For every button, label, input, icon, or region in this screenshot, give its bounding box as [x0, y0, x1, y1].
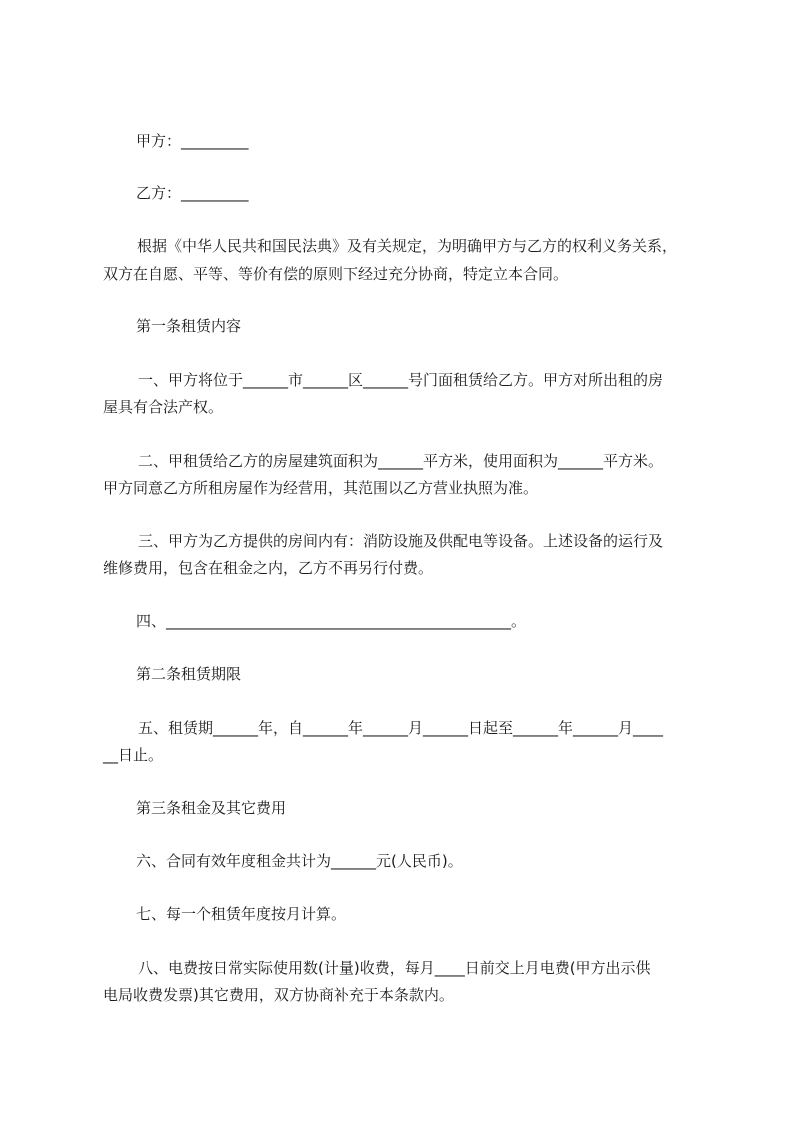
article2-heading: 第二条租赁期限: [136, 665, 242, 683]
clause5-line-2: __日止。: [103, 746, 164, 764]
clause1-line-2: 屋具有合法产权。: [103, 398, 224, 416]
clause6-line: 六、合同有效年度租金共计为______元(人民币)。: [136, 852, 463, 870]
clause1-line-1: 一、甲方将位于______市______区______号门面租赁给乙方。甲方对所出租的房: [138, 371, 664, 389]
clause4-line: 四、______________________________________________。: [136, 612, 527, 630]
clause3-line-1: 三、甲方为乙方提供的房间内有：消防设施及供配电等设备。上述设备的运行及: [138, 532, 664, 550]
article3-heading: 第三条租金及其它费用: [136, 799, 287, 817]
clause8-line-1: 八、电费按日常实际使用数(计量)收费，每月____日前交上月电费(甲方出示供: [138, 959, 651, 977]
article1-heading: 第一条租赁内容: [136, 317, 242, 335]
clause7-line: 七、每一个租赁年度按月计算。: [136, 905, 347, 923]
preamble-line-2: 双方在自愿、平等、等价有偿的原则下经过充分协商，特定立本合同。: [103, 265, 569, 283]
clause8-line-2: 电局收费发票)其它费用，双方协商补充于本条款内。: [103, 986, 454, 1004]
preamble-line-1: 根据《中华人民共和国民法典》及有关规定，为明确甲方与乙方的权利义务关系，: [137, 237, 678, 255]
party-a-line: 甲方：_________: [136, 132, 249, 150]
party-b-line: 乙方：_________: [136, 184, 249, 202]
clause2-line-2: 甲方同意乙方所租房屋作为经营用，其范围以乙方营业执照为准。: [103, 479, 539, 497]
clause2-line-1: 二、甲租赁给乙方的房屋建筑面积为______平方米，使用面积为______平方米。: [138, 452, 664, 470]
clause5-line-1: 五、租赁期______年，自______年______月______日起至______年______月____: [138, 719, 664, 737]
clause3-line-2: 维修费用，包含在租金之内，乙方不再另行付费。: [103, 559, 434, 577]
